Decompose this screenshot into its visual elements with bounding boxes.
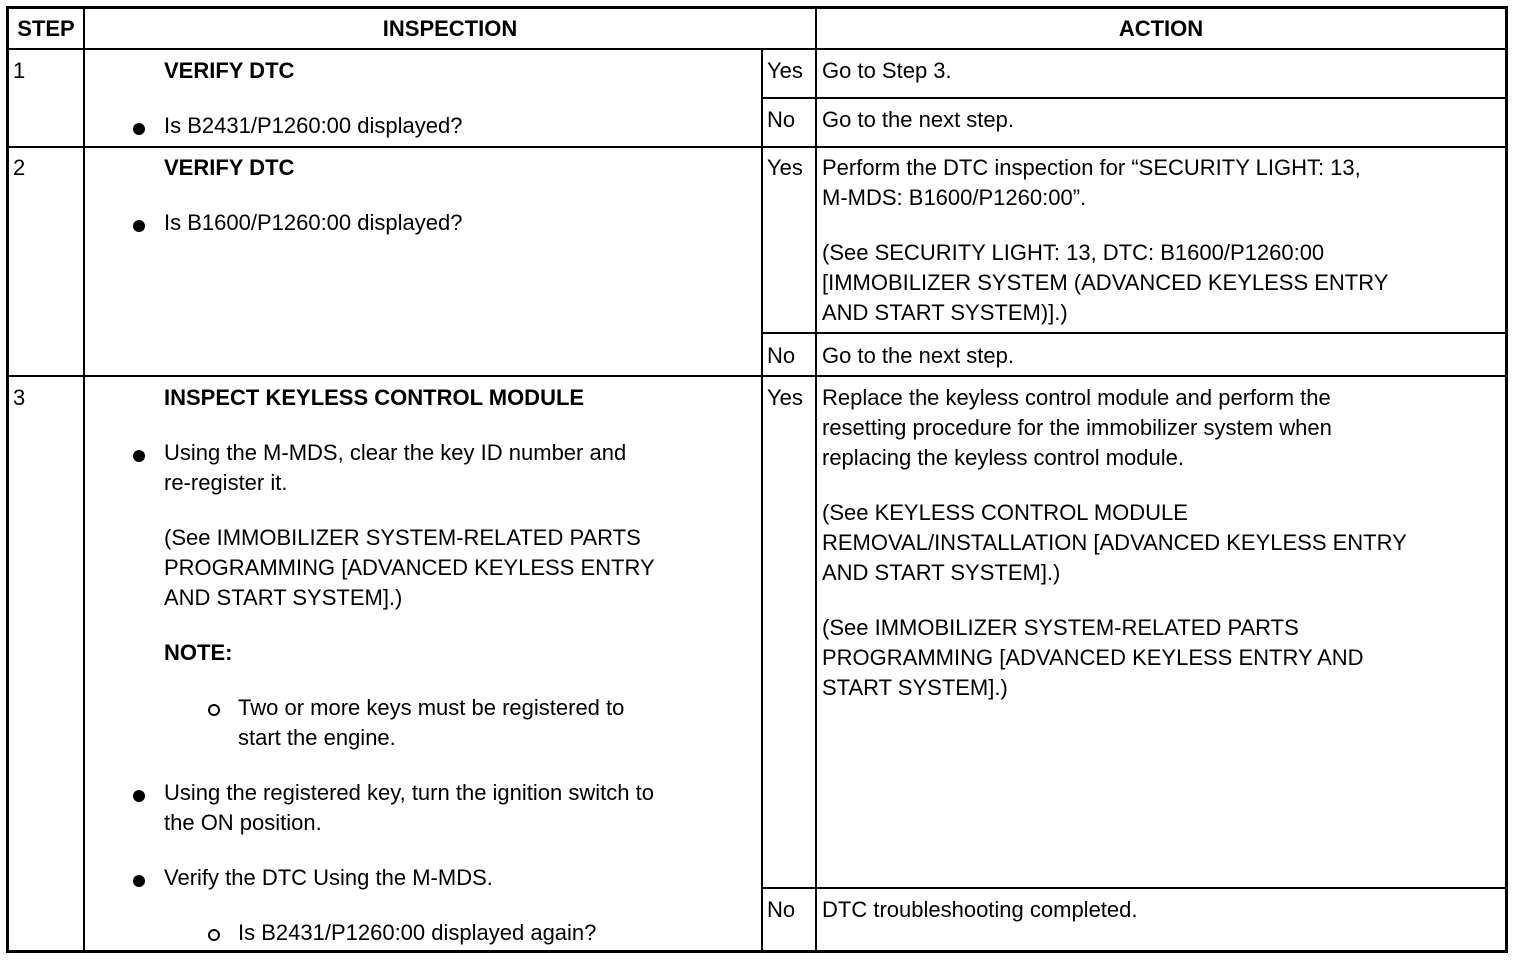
yes-reference-line: AND START SYSTEM].) [822,560,1061,585]
inspection-question: Is B1600/P1260:00 displayed? [164,210,463,235]
yesno-divider-3 [761,887,1505,889]
header-step: STEP [17,16,75,41]
inspection-question: Is B2431/P1260:00 displayed? [164,113,463,138]
bullet-icon [133,220,145,232]
no-action: DTC troubleshooting completed. [822,897,1138,922]
yesno-divider-1 [761,97,1505,99]
inspection-question: Is B2431/P1260:00 displayed again? [238,920,597,945]
yes-reference-line: START SYSTEM].) [822,675,1008,700]
inspection-reference-line: AND START SYSTEM].) [164,585,403,610]
yesno-divider-2 [761,332,1505,334]
step-title: VERIFY DTC [164,58,295,83]
col-divider-step [83,9,85,950]
inspection-step-line: Using the M-MDS, clear the key ID number and [164,440,627,465]
col-divider-yesno [761,49,763,950]
no-label: No [767,107,796,132]
no-label: No [767,343,796,368]
step-number: 1 [13,58,26,83]
bullet-icon [133,790,145,802]
row-divider-1 [9,146,1505,148]
yes-action-line: resetting procedure for the immobilizer system when [822,415,1332,440]
no-action: Go to the next step. [822,343,1015,368]
row-divider-2 [9,375,1505,377]
header-action: ACTION [1118,16,1204,41]
yes-reference-line: AND START SYSTEM)].) [822,300,1068,325]
yes-action-line: replacing the keyless control module. [822,445,1184,470]
yes-reference-line: [IMMOBILIZER SYSTEM (ADVANCED KEYLESS ENTRY [822,270,1389,295]
inspection-step-line: re-register it. [164,470,288,495]
sub-bullet-icon [208,929,220,941]
yes-label: Yes [767,58,803,83]
yes-action-line: M-MDS: B1600/P1260:00”. [822,185,1087,210]
inspection-step-line: Using the registered key, turn the ignition switch to [164,780,654,805]
step-number: 3 [13,385,26,410]
bullet-icon [133,450,145,462]
step-number: 2 [13,155,26,180]
header-inspection: INSPECTION [382,16,518,41]
inspection-reference-line: (See IMMOBILIZER SYSTEM-RELATED PARTS [164,525,641,550]
no-label: No [767,897,796,922]
yes-reference-line: REMOVAL/INSTALLATION [ADVANCED KEYLESS ENTRY [822,530,1407,555]
yes-reference-line: PROGRAMMING [ADVANCED KEYLESS ENTRY AND [822,645,1364,670]
yes-action-line: Replace the keyless control module and perform the [822,385,1331,410]
inspection-reference-line: PROGRAMMING [ADVANCED KEYLESS ENTRY [164,555,655,580]
yes-action: Go to Step 3. [822,58,952,83]
note-label: NOTE: [164,640,233,665]
yes-label: Yes [767,155,803,180]
inspection-step-line: the ON position. [164,810,322,835]
yes-reference-line: (See IMMOBILIZER SYSTEM-RELATED PARTS [822,615,1299,640]
note-line: start the engine. [238,725,396,750]
step-title: VERIFY DTC [164,155,295,180]
col-divider-action [815,9,817,950]
sub-bullet-icon [208,704,220,716]
yes-reference-line: (See SECURITY LIGHT: 13, DTC: B1600/P1260:00 [822,240,1325,265]
diagnostic-table [6,6,1508,953]
bullet-icon [133,875,145,887]
step-title: INSPECT KEYLESS CONTROL MODULE [164,385,585,410]
yes-action-line: Perform the DTC inspection for “SECURITY LIGHT: 13, [822,155,1361,180]
inspection-step: Verify the DTC Using the M-MDS. [164,865,493,890]
yes-label: Yes [767,385,803,410]
no-action: Go to the next step. [822,107,1015,132]
note-line: Two or more keys must be registered to [238,695,625,720]
yes-reference-line: (See KEYLESS CONTROL MODULE [822,500,1188,525]
bullet-icon [133,123,145,135]
